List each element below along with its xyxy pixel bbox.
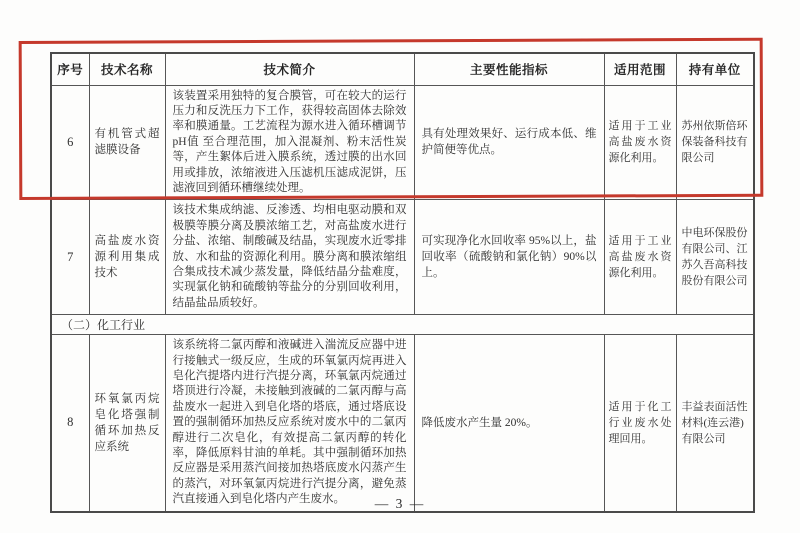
table-row-8 — [51, 335, 754, 512]
header-serial: 序号 — [51, 53, 89, 85]
header-tech-intro: 技术简介 — [165, 53, 414, 85]
table-row-7 — [51, 200, 754, 315]
table-header-row — [51, 53, 754, 85]
section-header-chemical-industry: （二）化工行业 — [51, 315, 754, 335]
row8-serial: 8 — [51, 335, 89, 512]
row6-serial: 6 — [51, 85, 89, 200]
table-row-6 — [51, 85, 754, 200]
row7-performance: 可实现净化水回收率 95%以上，盐回收率（硫酸钠和氯化钠）90%以上。 — [414, 200, 604, 315]
row7-serial: 7 — [51, 200, 89, 315]
row6-scope: 适用于工业高盐废水资源化利用。 — [604, 85, 676, 200]
row8-tech-name: 环氧氯丙烷皂化塔强制循环加热反应系统 — [89, 335, 165, 512]
row8-tech-intro: 该系统将二氯丙醇和液碱进入湍流反应器中进行接触式一级反应，生成的环氧氯丙烷再进入皂化汽提塔内进行汽提分离，环氧氯丙烷通过塔顶进行冷凝，未接触到液碱的二氯丙醇与高盐废水一起进入到皂化塔的塔底，通过塔底设置的强制循环加热反应系统对废水中的二氯丙醇进行二次皂化，有效提高二氯丙醇的转化率，降低原料甘油的单耗。其中强制循环加热反应器是采用蒸汽间接加热塔底废水闪蒸产生的蒸汽，对环氧氯丙烷进行汽提分离，避免蒸汽直接通入到皂化塔内产生废水。 — [165, 335, 414, 512]
row8-holder: 丰益表面活性材料(连云港)有限公司 — [676, 335, 754, 512]
row7-scope: 适用于工业高盐废水资源化利用。 — [604, 200, 676, 315]
header-scope: 适用范围 — [604, 53, 676, 85]
row6-tech-name: 有机管式超滤膜设备 — [89, 85, 165, 200]
row7-tech-intro: 该技术集成纳滤、反渗透、均相电驱动膜和双极膜等膜分离及膜浓缩工艺，对高盐废水进行分盐、浓缩、制酸碱及结晶，实现废水近零排放、水和盐的资源化利用。膜分离和膜浓缩组合集成技术减少蒸发量，降低结晶分盐难度，实现氯化钠和硫酸钠等盐分的分别回收利用，结晶盐品质较好。 — [165, 200, 414, 315]
row8-performance: 降低废水产生量 20%。 — [414, 335, 604, 512]
header-holder: 持有单位 — [676, 53, 754, 85]
row8-scope: 适用于化工行业废水处理回用。 — [604, 335, 676, 512]
header-tech-name: 技术名称 — [89, 53, 165, 85]
row6-tech-intro: 该装置采用独特的复合膜管，可在较大的运行压力和反洗压力下工作，获得较高固体去除效率和膜通量。工艺流程为源水进入循环槽调节 pH值 至合理范围，加入混凝剂、粉末活性炭等，产生絮体后进入膜系统，透过膜的出水回用或排放，浓缩液进入压滤机压滤成泥饼，压滤液回到循环槽继续处理。 — [165, 85, 414, 200]
row6-performance: 具有处理效果好、运行成本低、维护简便等优点。 — [414, 85, 604, 200]
page-number: — 3 — — [374, 496, 426, 511]
section-divider-row — [51, 315, 754, 335]
row7-holder: 中电环保股份有限公司、江苏久吾高科技股份有限公司 — [676, 200, 754, 315]
row7-tech-name: 高盐废水资源利用集成技术 — [89, 200, 165, 315]
technology-table — [50, 52, 755, 513]
header-performance: 主要性能指标 — [414, 53, 604, 85]
row6-holder: 苏州依斯倍环保装备科技有限公司 — [676, 85, 754, 200]
